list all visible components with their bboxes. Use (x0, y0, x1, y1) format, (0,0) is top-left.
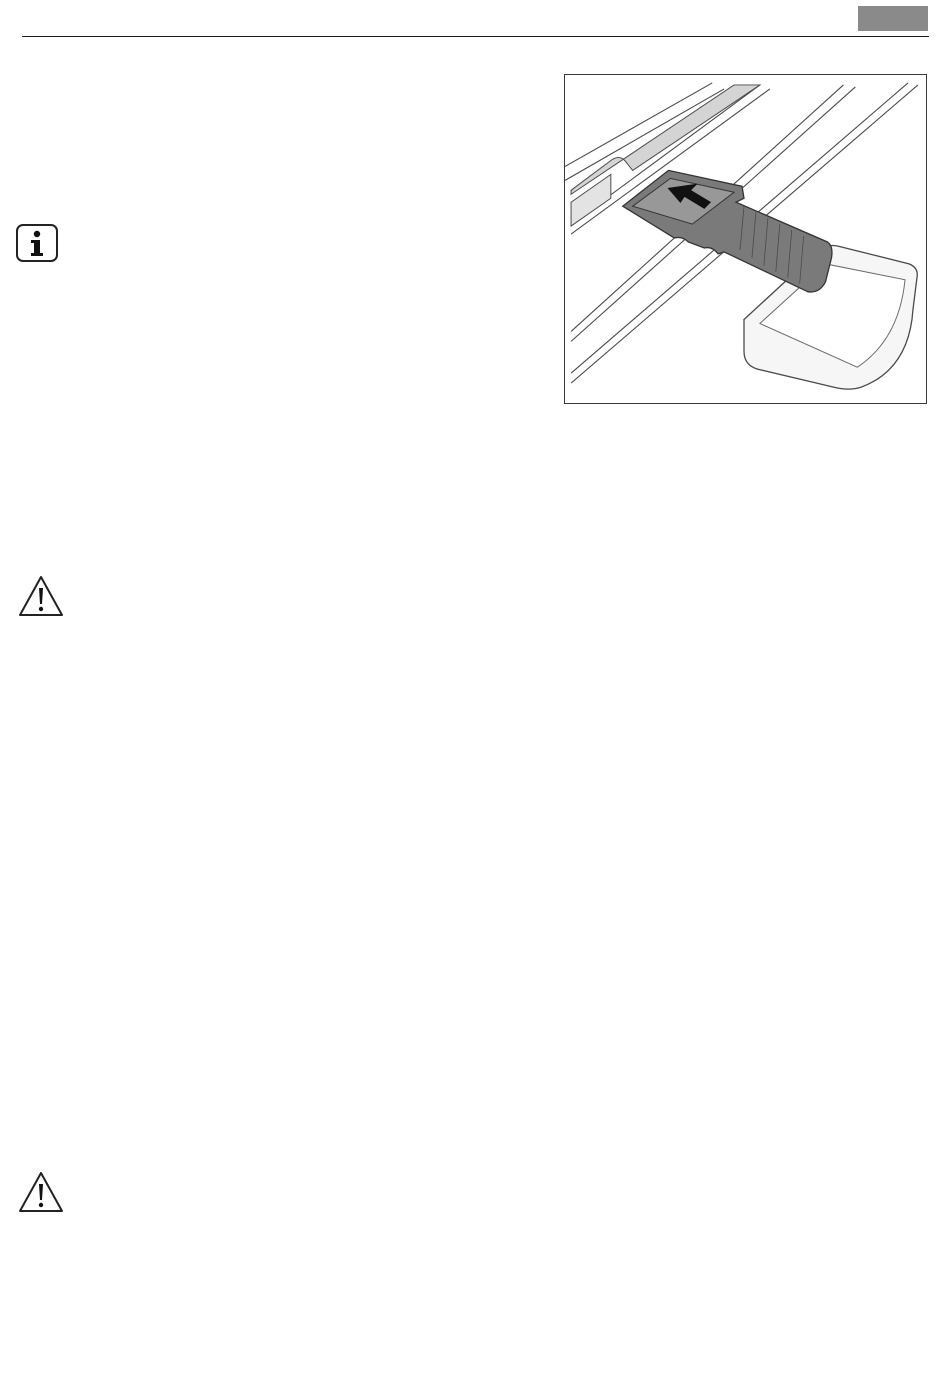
drip-tray-drawing (565, 75, 926, 403)
warning-icon (18, 1171, 64, 1213)
header-tab (858, 6, 928, 31)
info-icon (16, 224, 58, 262)
header-rule (22, 36, 929, 37)
drip-tray-illustration (564, 74, 927, 404)
warning-icon (18, 575, 64, 617)
